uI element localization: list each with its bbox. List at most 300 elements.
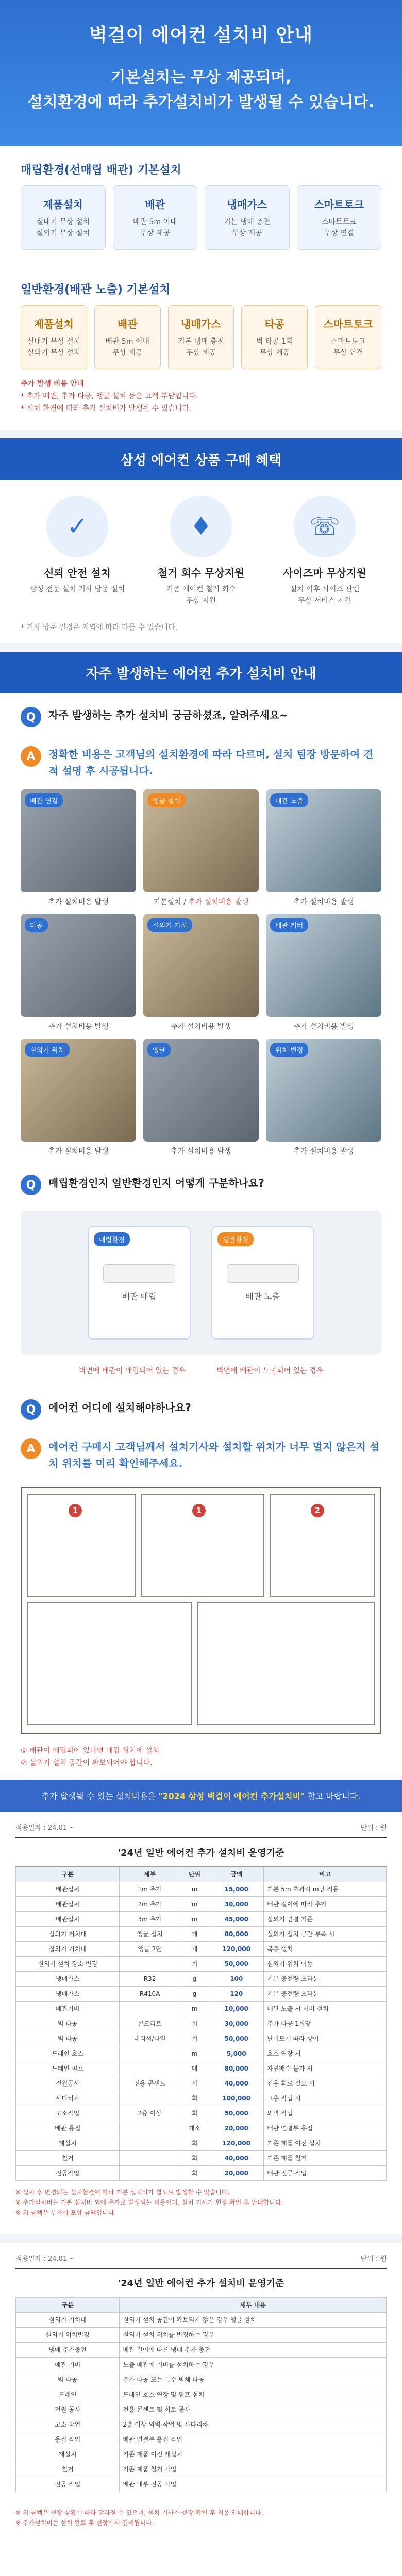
- table-cell: 80,000: [209, 1927, 264, 1942]
- table-row: [16, 1957, 387, 1972]
- table-cell: 120: [209, 1987, 264, 2002]
- exposed-notes-title: 추가 발생 비용 안내: [21, 380, 84, 388]
- table-cell: 추가 타공 1회당: [264, 2016, 387, 2031]
- table-cell: R32: [120, 1972, 180, 1987]
- table-cell: [120, 2046, 180, 2061]
- exposed-note: * 추가 배관, 추가 타공, 앵글 설치 등은 고객 부담입니다.: [21, 392, 198, 400]
- table-row: [16, 2313, 387, 2328]
- table-cell: 콘크리트: [120, 2016, 180, 2031]
- table-cell: [120, 2002, 180, 2016]
- table-cell: 재설치: [16, 2447, 120, 2462]
- table-row: [16, 2121, 387, 2136]
- photo-item: [21, 914, 136, 1031]
- table-cell: 냉매 추가충전: [16, 2343, 120, 2358]
- table-cell: 난이도에 따라 상이: [264, 2031, 387, 2046]
- embedded-env-caption: 벽면에 배관이 매립되어 있는 경우: [78, 1367, 186, 1375]
- hero-banner: [0, 0, 402, 146]
- table-cell: [120, 2121, 180, 2136]
- table-row: [16, 2106, 387, 2121]
- table-cell: 철거: [16, 2151, 120, 2166]
- photo-caption: 추가 설치비용 발생: [293, 1147, 354, 1156]
- photo-item: [143, 1039, 259, 1156]
- table-cell: 회: [180, 2106, 209, 2121]
- table-cell: 배관 길이에 따라 추가: [264, 1897, 387, 1912]
- table-cell: 배관 진공 작업: [264, 2166, 387, 2181]
- table-cell: 30,000: [209, 2016, 264, 2031]
- exposed-install-boxes: [21, 305, 381, 369]
- exposed-box-desc: 배관 5m 이내 무상 제공: [105, 337, 149, 357]
- exposed-box-title: 스마트토크: [323, 318, 373, 330]
- table-cell: 실외기 거치대: [16, 1927, 120, 1942]
- table-cell: 배관 길이에 따른 냉매 추가 충전: [120, 2343, 387, 2358]
- faq3-question-text: 에어컨 어디에 설치해야하나요?: [48, 1401, 191, 1414]
- page-title: 벽걸이 에어컨 설치비 안내: [89, 25, 313, 46]
- table-cell: 앵글 설치: [120, 1927, 180, 1942]
- table-cell: 회: [180, 1957, 209, 1972]
- table-header-row: [16, 2298, 387, 2313]
- cost-table-1-notes: [15, 2181, 387, 2224]
- table-row: [16, 2462, 387, 2477]
- cost-table-1-head: [15, 1822, 387, 1837]
- install-photo: [266, 1039, 381, 1142]
- exposed-notes: [21, 378, 381, 415]
- env-compare-illustration: [21, 1211, 381, 1355]
- table-cell: 50,000: [209, 1957, 264, 1972]
- table-note: ※ 설치 후 변경되는 설치환경에 따라 기본 설치비가 별도로 발생할 수 있습니다.: [15, 2189, 230, 2196]
- table-row: [16, 2387, 387, 2402]
- table-cell: 40,000: [209, 2076, 264, 2091]
- photo-tag: 배관 노출: [270, 793, 308, 807]
- section-divider: [0, 2234, 402, 2243]
- install-photo: [266, 914, 381, 1017]
- q-badge-icon: Q: [21, 1175, 41, 1195]
- cost-table-1-title: '24년 일반 에어컨 추가 설치비 운영기준: [15, 1837, 387, 1867]
- table-row: [16, 2417, 387, 2432]
- table-cell: 벽 타공: [16, 2031, 120, 2046]
- faq1-question-text: 자주 발생하는 추가 설치비 궁금하셨죠, 알려주세요~: [48, 709, 288, 721]
- table-cell: 20,000: [209, 2166, 264, 2181]
- table-row: [16, 2151, 387, 2166]
- table-cell: 전원 공사: [16, 2402, 120, 2417]
- table-cell: 기본 충전량 초과분: [264, 1987, 387, 2002]
- wrench-icon: ✓: [46, 496, 108, 557]
- table-cell: 50,000: [209, 2106, 264, 2121]
- table-cell: R410A: [120, 1987, 180, 2002]
- table-row: [16, 2372, 387, 2387]
- table-cell: 회: [180, 2016, 209, 2031]
- table-cell: 냉매가스: [16, 1987, 120, 2002]
- exposed-box: [241, 305, 308, 369]
- section-divider: [0, 430, 402, 438]
- a-badge-icon: A: [21, 1438, 41, 1459]
- q-badge-icon: Q: [21, 707, 41, 727]
- table-cell: m: [180, 2002, 209, 2016]
- photo-caption: 기본설치 / 추가 설치비용 발생: [153, 898, 249, 906]
- exposed-env-panel: [211, 1226, 314, 1340]
- table-cell: 식: [180, 2076, 209, 2091]
- table-cell: 실외기 연결 기준: [264, 1912, 387, 1927]
- table-cell: 배관설치: [16, 1912, 120, 1927]
- exposed-box-title: 제품설치: [34, 318, 74, 330]
- table-cell: m: [180, 1882, 209, 1897]
- basic-box-desc: 배관 5m 이내 무상 제공: [132, 218, 177, 238]
- basic-install-section: [0, 146, 402, 265]
- table-cell: 배관 커버: [16, 2358, 120, 2372]
- faq3-answer: [0, 1425, 402, 1477]
- table-cell: [120, 2151, 180, 2166]
- exposed-box: [21, 305, 87, 369]
- benefit-title: 신뢰 안전 설치: [44, 567, 111, 579]
- table-row: [16, 2477, 387, 2492]
- table-unit: 단위 : 원: [360, 2255, 387, 2263]
- table-cell: [120, 2091, 180, 2106]
- table-cell: 대리석/타일: [120, 2031, 180, 2046]
- cost-table-2-title: '24년 일반 에어컨 추가 설치비 운영기준: [15, 2268, 387, 2297]
- basic-box-desc: 스마트토크 무상 연결: [321, 218, 357, 238]
- table-cell: 추가 타공 또는 특수 벽체 타공: [120, 2372, 387, 2387]
- photo-item: [266, 789, 381, 907]
- table-cell: 복층 설치: [264, 1942, 387, 1957]
- faq1-answer-text: 정확한 비용은 고객님의 설치환경에 따라 다르며, 설치 팀장 방문하여 견적 설명 후 시공됩니다.: [48, 748, 374, 777]
- table-cell: 드레인 펌프: [16, 2061, 120, 2076]
- photo-item: [21, 789, 136, 907]
- table-row: [16, 2031, 387, 2046]
- table-unit: 단위 : 원: [360, 1824, 387, 1832]
- install-photo: [143, 914, 259, 1017]
- table-cell: 100,000: [209, 2091, 264, 2106]
- table-cell: 고층 작업 시: [264, 2091, 387, 2106]
- table-cell: 용접 작업: [16, 2432, 120, 2447]
- photo-caption: 추가 설치비용 발생: [48, 1023, 109, 1031]
- table-cell: 회: [180, 2151, 209, 2166]
- env-compare-captions: [0, 1365, 402, 1386]
- tail-note: ※ 위 금액은 현장 상황에 따라 달라질 수 있으며, 설치 기사가 현장 확인 후 최종 안내합니다.: [15, 2509, 263, 2516]
- table-cell: 드레인 호스: [16, 2046, 120, 2061]
- table-note: ※ 위 금액은 부가세 포함 금액입니다.: [15, 2209, 116, 2216]
- photo-item: [266, 1039, 381, 1156]
- photo-caption: 추가 설치비용 발생: [48, 1147, 109, 1156]
- table-cell: 전용 회로 필요 시: [264, 2076, 387, 2091]
- floor-room: [197, 1602, 375, 1725]
- table-cell: 기존 제품 철거: [264, 2151, 387, 2166]
- cost-table-1-section: [0, 1812, 402, 2234]
- photo-caption: 추가 설치비용 발생: [293, 898, 354, 906]
- table-cell: [120, 1957, 180, 1972]
- table-row: [16, 2136, 387, 2151]
- faq3-question: [0, 1386, 402, 1425]
- aircon-unit-icon: [227, 1264, 299, 1283]
- photo-caption-basic: 기본설치: [153, 898, 181, 906]
- table-cell: 2m 추가: [120, 1897, 180, 1912]
- table-header-cell: 비고: [264, 1867, 387, 1882]
- photo-caption: 추가 설치비용 발생: [171, 1147, 231, 1156]
- cost-table-2-body: [16, 2313, 387, 2492]
- table-cell: 전용 콘센트 및 회로 공사: [120, 2402, 387, 2417]
- install-photo: [21, 789, 136, 892]
- table-cell: 고소작업: [16, 2106, 120, 2121]
- benefit-desc: 기존 에어컨 철거 회수 무상 지원: [166, 585, 236, 605]
- table-cell: 실외기 설치 장소 변경: [16, 1957, 120, 1972]
- exposed-box-title: 타공: [264, 318, 285, 330]
- basic-install-boxes: [21, 185, 381, 250]
- cost-notice-bar: [0, 1780, 402, 1812]
- install-photo: [143, 1039, 259, 1142]
- table-cell: 배관 노출 시 커버 설치: [264, 2002, 387, 2016]
- shield-icon: ♦: [170, 496, 232, 557]
- table-cell: 30,000: [209, 1897, 264, 1912]
- table-row: [16, 2432, 387, 2447]
- table-row: [16, 2002, 387, 2016]
- notice-pre: 추가 발생될 수 있는 설치비용은: [41, 1791, 158, 1801]
- basic-box: [21, 185, 106, 250]
- basic-box-title: 냉매가스: [227, 198, 267, 211]
- benefit-desc: 삼성 전문 설치 기사 방문 설치: [29, 585, 125, 594]
- table-cell: 철거: [16, 2462, 120, 2477]
- basic-box-title: 제품설치: [43, 198, 83, 211]
- photo-tag: 앵글: [147, 1043, 171, 1057]
- table-row: [16, 2016, 387, 2031]
- table-header-cell: 세부: [120, 1867, 180, 1882]
- table-cell: 호스 연장 시: [264, 2046, 387, 2061]
- table-cell: 3m 추가: [120, 1912, 180, 1927]
- table-row: [16, 1912, 387, 1927]
- table-cell: 대: [180, 2061, 209, 2076]
- aircon-unit-icon: [103, 1264, 175, 1283]
- table-date: 적용일자 : 24.01 ~: [15, 2255, 75, 2263]
- exposed-box-desc: 실내기 무상 설치 실외기 무상 설치: [27, 337, 81, 357]
- photo-caption: 추가 설치비용 발생: [171, 1023, 231, 1031]
- table-cell: 40,000: [209, 2151, 264, 2166]
- photo-caption-extra: 추가 설치비용 발생: [188, 898, 249, 906]
- table-cell: 기존 제품 이전 설치: [264, 2136, 387, 2151]
- table-note: ※ 추가설치비는 기본 설치비 외에 추가로 발생되는 비용이며, 설치 기사가 현장 확인 후 안내합니다.: [15, 2199, 283, 2206]
- table-cell: 벽 타공: [16, 2372, 120, 2387]
- floor-note: ① 배관이 매립되어 있다면 매립 위치에 설치: [21, 1747, 160, 1755]
- cost-table-2-head: [15, 2253, 387, 2268]
- table-cell: 45,000: [209, 1912, 264, 1927]
- faq1-answer: [0, 733, 402, 784]
- photo-item: [21, 1039, 136, 1156]
- benefit-title: 사이즈마 무상지원: [283, 567, 366, 579]
- embedded-env-panel: [88, 1226, 191, 1340]
- photo-caption: 추가 설치비용 발생: [293, 1023, 354, 1031]
- benefit-desc: 설치 이후 사이즈 관련 무상 서비스 지원: [290, 585, 360, 605]
- photo-item: [143, 914, 259, 1031]
- table-cell: 냉매가스: [16, 1972, 120, 1987]
- exposed-box: [315, 305, 381, 369]
- exposed-note: * 설치 환경에 따라 추가 설치비가 발생될 수 있습니다.: [21, 404, 192, 413]
- cost-table-2-section: [0, 2243, 402, 2502]
- table-cell: m: [180, 1897, 209, 1912]
- section-divider: [0, 643, 402, 652]
- install-photo: [21, 914, 136, 1017]
- faq3-answer-text: 에어컨 구매시 고객님께서 설치기사와 설치할 위치가 너무 멀지 않은지 설치 위치를 미리 확인해주세요.: [48, 1440, 380, 1469]
- photo-item: [266, 914, 381, 1031]
- table-cell: [120, 2061, 180, 2076]
- cost-table-1-body: [16, 1882, 387, 2181]
- table-row: [16, 2166, 387, 2181]
- table-row: [16, 2046, 387, 2061]
- table-row: [16, 1972, 387, 1987]
- basic-box-desc: 기본 냉매 충전 무상 제공: [224, 218, 271, 238]
- table-cell: 120,000: [209, 1942, 264, 1957]
- table-cell: 기본 충전량 초과분: [264, 1972, 387, 1987]
- benefit-banner: 삼성 에어컨 상품 구매 혜택: [0, 438, 402, 480]
- table-cell: 고소 작업: [16, 2417, 120, 2432]
- table-cell: 전용 콘센트: [120, 2076, 180, 2091]
- faq2-question-text: 매립환경인지 일반환경인지 어떻게 구분하나요?: [48, 1177, 264, 1189]
- table-cell: 외벽 작업: [264, 2106, 387, 2121]
- faq1-question: [0, 693, 402, 733]
- table-row: [16, 2076, 387, 2091]
- headset-icon: ☏: [294, 496, 356, 557]
- exposed-env-tag: 일반환경: [217, 1232, 254, 1246]
- table-cell: 재설치: [16, 2136, 120, 2151]
- notice-em: "2024 삼성 벽걸이 에어컨 추가설치비": [158, 1791, 305, 1801]
- install-pin-icon: 2: [311, 1504, 324, 1517]
- table-header-cell: 금액: [209, 1867, 264, 1882]
- table-cell: 드레인: [16, 2387, 120, 2402]
- a-badge-icon: A: [21, 746, 41, 767]
- table-row: [16, 2328, 387, 2343]
- table-header-cell: 구분: [16, 1867, 120, 1882]
- exposed-install-title: 일반환경(배관 노출) 기본설치: [21, 283, 171, 296]
- table-cell: 실외기 설치 위치를 변경하는 경우: [120, 2328, 387, 2343]
- table-cell: 80,000: [209, 2061, 264, 2076]
- install-photo-grid: [0, 784, 402, 1161]
- table-row: [16, 1882, 387, 1897]
- benefit-list: [0, 480, 402, 622]
- table-cell: 개: [180, 1927, 209, 1942]
- floor-plan: [21, 1487, 381, 1734]
- basic-install-title: 매립환경(선매립 배관) 기본설치: [21, 164, 181, 177]
- exposed-box: [168, 305, 234, 369]
- table-cell: 벽 타공: [16, 2016, 120, 2031]
- exposed-install-section: [0, 265, 402, 430]
- install-photo: [266, 789, 381, 892]
- table-cell: 배관 연결부 용접 작업: [120, 2432, 387, 2447]
- exposed-box-desc: 스마트토크 무상 연결: [330, 337, 366, 357]
- q-badge-icon: Q: [21, 1399, 41, 1420]
- table-cell: 노출 배관에 커버를 설치하는 경우: [120, 2358, 387, 2372]
- table-header-row: [16, 1867, 387, 1882]
- photo-tag: 실외기 위치: [25, 1043, 70, 1057]
- exposed-box: [94, 305, 161, 369]
- embedded-env-tag: 매립환경: [94, 1232, 130, 1246]
- table-cell: 2층 이상 외벽 작업 및 사다리차: [120, 2417, 387, 2432]
- exposed-env-label: 배관 노출: [245, 1291, 280, 1301]
- table-cell: 20,000: [209, 2121, 264, 2136]
- table-header-cell: 구분: [16, 2298, 120, 2313]
- table-row: [16, 2061, 387, 2076]
- exposed-env-caption: 벽면에 배관이 노출되어 있는 경우: [216, 1367, 324, 1375]
- table-cell: 드레인 호스 연장 및 펌프 설치: [120, 2387, 387, 2402]
- notice-post: 참고 바랍니다.: [305, 1791, 361, 1801]
- basic-box: [205, 185, 290, 250]
- table-cell: 배관 연결부 용접: [264, 2121, 387, 2136]
- exposed-box-title: 배관: [117, 318, 138, 330]
- benefit-footnote: * 기사 방문 일정은 지역에 따라 다를 수 있습니다.: [21, 623, 178, 632]
- table-cell: 실외기 거치대: [16, 1942, 120, 1957]
- photo-tag: 배관 연결: [25, 793, 63, 807]
- basic-box: [297, 185, 382, 250]
- table-cell: 2층 이상: [120, 2106, 180, 2121]
- table-header-cell: 세부 내용: [120, 2298, 387, 2313]
- table-cell: 기존 제품 이전 재설치: [120, 2447, 387, 2462]
- basic-box-desc: 실내기 무상 설치 실외기 무상 설치: [36, 218, 90, 238]
- photo-tag: 타공: [25, 918, 48, 932]
- table-date: 적용일자 : 24.01 ~: [15, 1824, 75, 1832]
- tail-notes: [0, 2502, 402, 2538]
- table-cell: 회: [180, 2166, 209, 2181]
- table-cell: 실외기 거치대: [16, 2313, 120, 2328]
- table-cell: 회: [180, 2091, 209, 2106]
- table-cell: 사다리차: [16, 2091, 120, 2106]
- table-cell: [120, 2136, 180, 2151]
- cost-table-1: [15, 1867, 387, 2181]
- exposed-box-title: 냉매가스: [181, 318, 221, 330]
- benefit-item: [268, 496, 381, 606]
- tail-note: ※ 추가설치비는 설치 완료 후 현장에서 결제됩니다.: [15, 2519, 154, 2527]
- table-cell: 실외기 설치 공간 부족 시: [264, 1927, 387, 1942]
- table-cell: 배관 내부 진공 작업: [120, 2477, 387, 2492]
- table-cell: 회: [180, 2136, 209, 2151]
- table-cell: 배관설치: [16, 1897, 120, 1912]
- floor-plan-notes: [21, 1744, 381, 1769]
- exposed-box-desc: 기본 냉매 충전 무상 제공: [177, 337, 225, 357]
- table-cell: m: [180, 1912, 209, 1927]
- table-cell: 실외기 위치변경: [16, 2328, 120, 2343]
- table-cell: 자연배수 불가 시: [264, 2061, 387, 2076]
- table-cell: 120,000: [209, 2136, 264, 2151]
- faq2-question: [0, 1161, 402, 1200]
- table-row: [16, 1987, 387, 2002]
- table-row: [16, 1897, 387, 1912]
- table-row: [16, 1942, 387, 1957]
- table-cell: 전원공사: [16, 2076, 120, 2091]
- basic-box: [113, 185, 198, 250]
- table-cell: 배관커버: [16, 2002, 120, 2016]
- exposed-box-desc: 벽 타공 1회 무상 제공: [256, 337, 293, 357]
- hero-line-1: 기본설치는 무상 제공되며,: [110, 69, 292, 87]
- photo-tag: 앵글 설치: [147, 793, 186, 807]
- embedded-env-label: 배관 매립: [122, 1291, 157, 1301]
- hero-line-2: 설치환경에 따라 추가설치비가 발생될 수 있습니다.: [27, 93, 375, 111]
- table-cell: g: [180, 1972, 209, 1987]
- table-cell: 진공작업: [16, 2166, 120, 2181]
- table-row: [16, 2402, 387, 2417]
- basic-box-title: 배관: [145, 198, 165, 211]
- table-cell: 10,000: [209, 2002, 264, 2016]
- table-cell: 개: [180, 1942, 209, 1957]
- table-row: [16, 2091, 387, 2106]
- table-cell: 1m 추가: [120, 1882, 180, 1897]
- table-cell: 앵글 2단: [120, 1942, 180, 1957]
- table-row: [16, 2343, 387, 2358]
- table-row: [16, 2358, 387, 2372]
- table-cell: m: [180, 2046, 209, 2061]
- photo-caption: 추가 설치비용 발생: [48, 898, 109, 906]
- table-cell: 배관 용접: [16, 2121, 120, 2136]
- table-cell: g: [180, 1987, 209, 2002]
- table-cell: 배관설치: [16, 1882, 120, 1897]
- table-cell: 개소: [180, 2121, 209, 2136]
- photo-tag: 위치 변경: [270, 1043, 308, 1057]
- benefit-item: [21, 496, 134, 606]
- basic-box-title: 스마트토크: [314, 198, 364, 211]
- photo-item: [143, 789, 259, 907]
- table-cell: 15,000: [209, 1882, 264, 1897]
